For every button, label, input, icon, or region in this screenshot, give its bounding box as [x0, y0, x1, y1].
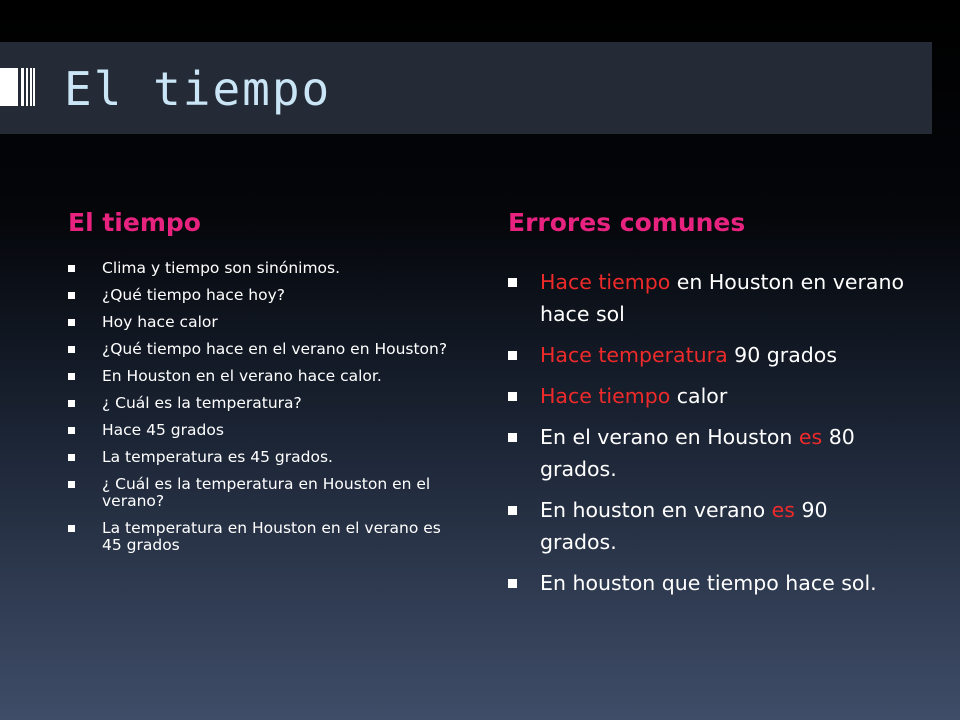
bullet-icon — [508, 351, 517, 360]
list-item: ¿ Cuál es la temperatura? — [68, 395, 453, 412]
right-bullet-list — [508, 266, 908, 608]
bullet-icon — [508, 506, 517, 515]
list-item: ¿Qué tiempo hace en el verano en Houston? — [68, 341, 453, 358]
list-item: ¿Qué tiempo hace hoy? — [68, 287, 453, 304]
bullet-icon — [508, 278, 517, 287]
bullet-icon — [68, 525, 75, 532]
list-item: La temperatura es 45 grados. — [68, 449, 453, 466]
right-heading: Errores comunes — [508, 208, 746, 237]
list-item: Hace 45 grados — [68, 422, 453, 439]
error-item: En houston que tiempo hace sol. — [508, 567, 908, 599]
list-item: ¿ Cuál es la temperatura en Houston en el verano? — [68, 476, 453, 510]
bullet-icon — [68, 292, 75, 299]
list-item: En Houston en el verano hace calor. — [68, 368, 453, 385]
left-bullet-list — [68, 260, 453, 564]
left-heading: El tiempo — [68, 208, 201, 237]
error-item: Hace tiempo en Houston en verano hace sol — [508, 266, 908, 330]
error-item: Hace temperatura 90 grados — [508, 339, 908, 371]
bullet-icon — [68, 400, 75, 407]
bullet-icon — [508, 433, 517, 442]
bullet-icon — [68, 481, 75, 488]
slide-title: El tiempo — [64, 62, 332, 116]
list-item: La temperatura en Houston en el verano es 45 grados — [68, 520, 453, 554]
bullet-icon — [68, 265, 75, 272]
list-item: Clima y tiempo son sinónimos. — [68, 260, 453, 277]
list-item: Hoy hace calor — [68, 314, 453, 331]
bullet-icon — [68, 454, 75, 461]
bullet-icon — [68, 373, 75, 380]
stripes-decoration — [0, 68, 36, 106]
error-item: En el verano en Houston es 80 grados. — [508, 421, 908, 485]
error-item: Hace tiempo calor — [508, 380, 908, 412]
bullet-icon — [68, 427, 75, 434]
bullet-icon — [68, 346, 75, 353]
bullet-icon — [68, 319, 75, 326]
bullet-icon — [508, 579, 517, 588]
bullet-icon — [508, 392, 517, 401]
error-item: En houston en verano es 90 grados. — [508, 494, 908, 558]
